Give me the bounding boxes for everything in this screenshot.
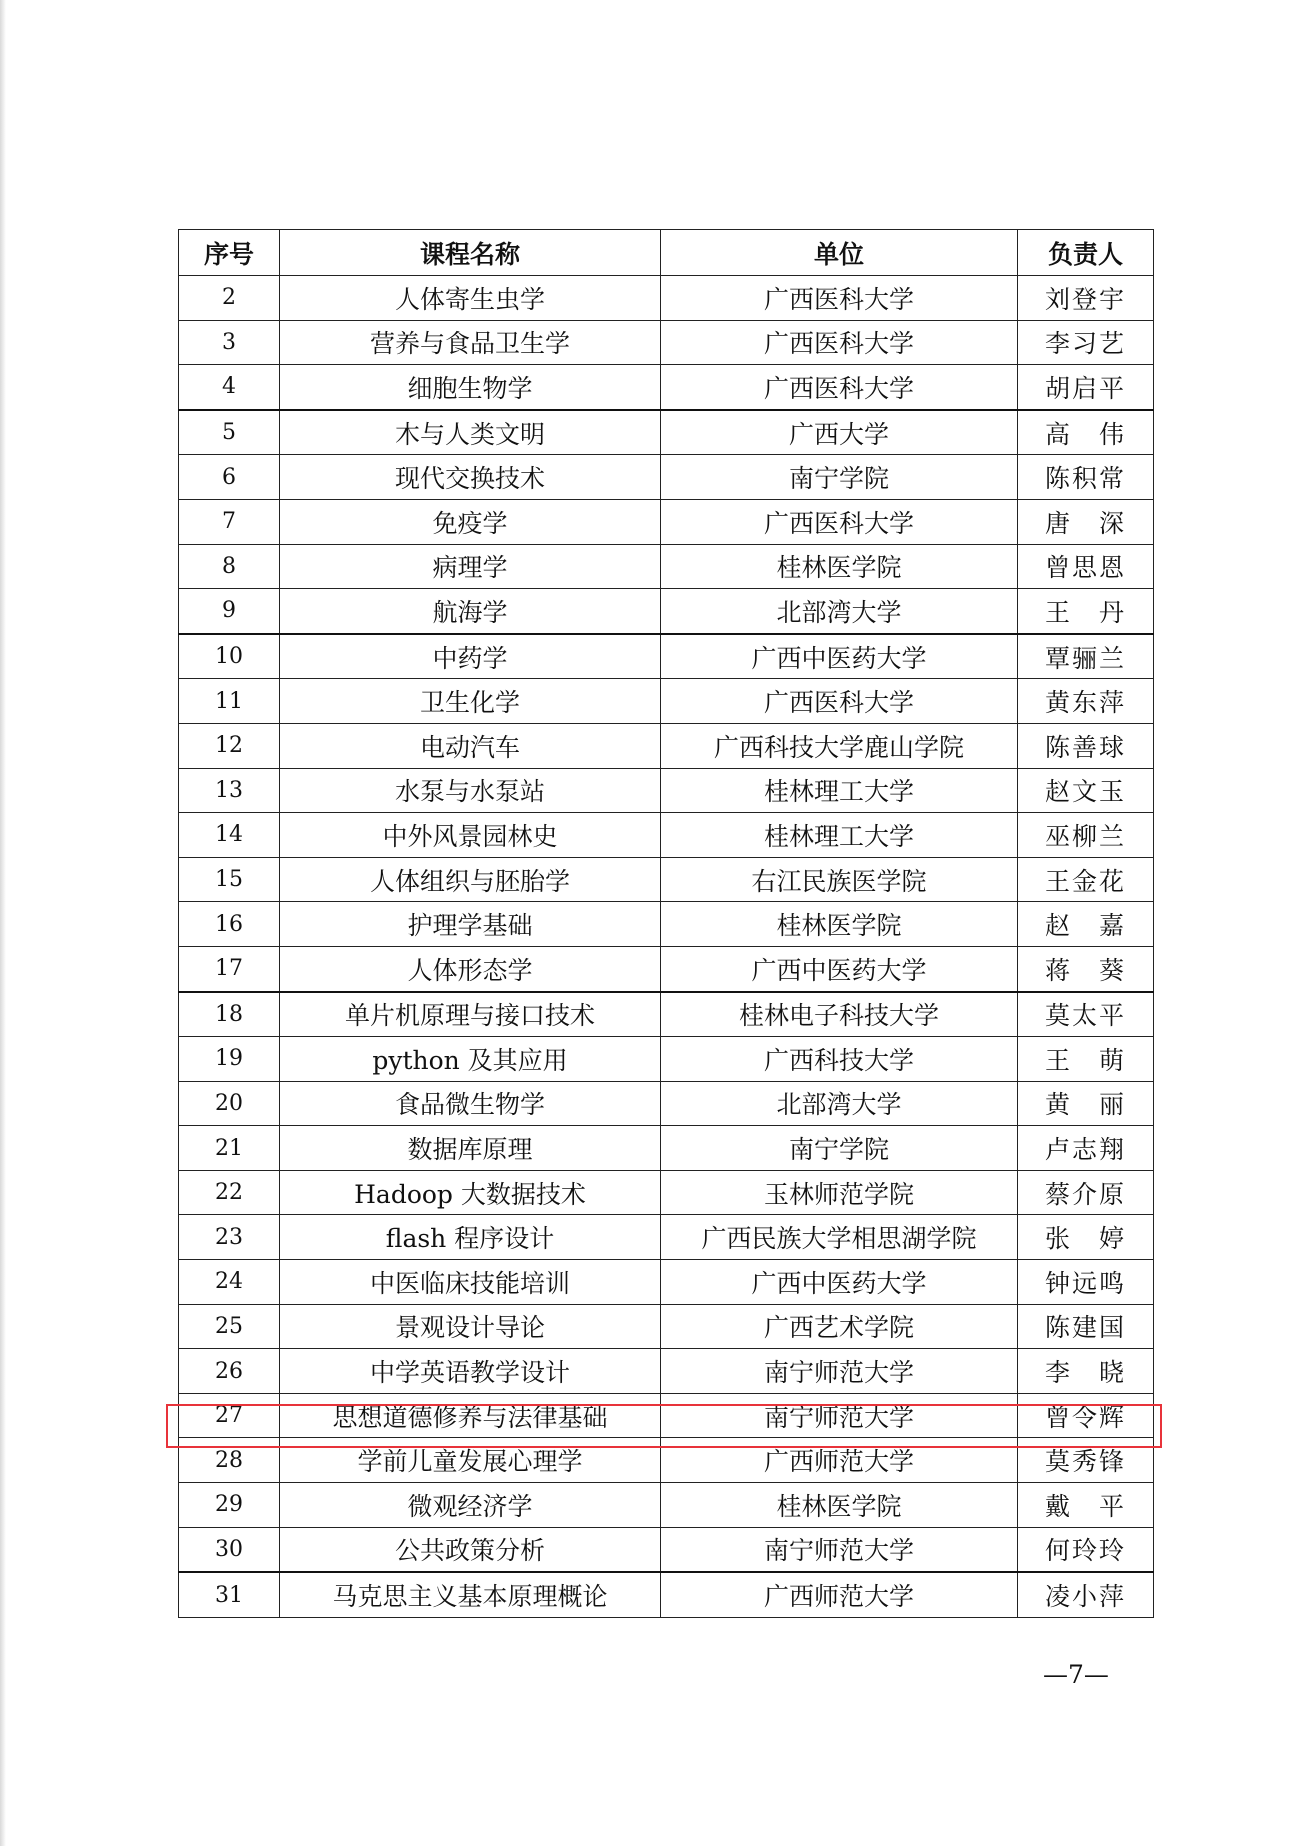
cell-seq: 6 <box>179 455 280 500</box>
cell-seq: 13 <box>179 768 280 813</box>
cell-person: 王金花 <box>1018 857 1154 902</box>
table-row <box>179 1260 1154 1305</box>
table-row <box>179 589 1154 634</box>
cell-unit: 玉林师范学院 <box>661 1170 1018 1215</box>
cell-course: 护理学基础 <box>280 902 661 947</box>
cell-course: 免疫学 <box>280 499 661 544</box>
cell-person: 李 晓 <box>1018 1349 1154 1394</box>
cell-course: 人体组织与胚胎学 <box>280 857 661 902</box>
cell-course: 水泵与水泵站 <box>280 768 661 813</box>
header-course: 课程名称 <box>280 230 661 276</box>
cell-person: 黄东萍 <box>1018 679 1154 724</box>
cell-seq: 27 <box>179 1393 280 1438</box>
table-row <box>179 1126 1154 1171</box>
cell-course: 航海学 <box>280 589 661 634</box>
table-row <box>179 1349 1154 1394</box>
cell-course: flash 程序设计 <box>280 1215 661 1260</box>
cell-seq: 9 <box>179 589 280 634</box>
cell-person: 陈善球 <box>1018 723 1154 768</box>
cell-course: 公共政策分析 <box>280 1527 661 1572</box>
table-row <box>179 946 1154 991</box>
table-row <box>179 768 1154 813</box>
cell-seq: 3 <box>179 320 280 365</box>
header-unit: 单位 <box>661 230 1018 276</box>
cell-unit: 广西师范大学 <box>661 1438 1018 1483</box>
cell-unit: 北部湾大学 <box>661 589 1018 634</box>
page-number: —7— <box>1043 1660 1109 1689</box>
cell-person: 莫太平 <box>1018 992 1154 1037</box>
cell-course: 电动汽车 <box>280 723 661 768</box>
table-row <box>179 1037 1154 1082</box>
cell-unit: 广西医科大学 <box>661 320 1018 365</box>
cell-unit: 广西艺术学院 <box>661 1304 1018 1349</box>
cell-person: 高 伟 <box>1018 410 1154 455</box>
cell-unit: 广西民族大学相思湖学院 <box>661 1215 1018 1260</box>
cell-seq: 5 <box>179 410 280 455</box>
table-row <box>179 813 1154 858</box>
table-row <box>179 1572 1154 1617</box>
cell-course: 中外风景园林史 <box>280 813 661 858</box>
cell-course: 中学英语教学设计 <box>280 1349 661 1394</box>
cell-course: 人体形态学 <box>280 946 661 991</box>
cell-seq: 14 <box>179 813 280 858</box>
cell-person: 卢志翔 <box>1018 1126 1154 1171</box>
highlight-box <box>166 1404 1162 1448</box>
cell-course: 微观经济学 <box>280 1483 661 1528</box>
cell-course: 马克思主义基本原理概论 <box>280 1572 661 1617</box>
cell-unit: 南宁师范大学 <box>661 1393 1018 1438</box>
cell-person: 曾思恩 <box>1018 544 1154 589</box>
header-seq: 序号 <box>179 230 280 276</box>
cell-unit: 桂林理工大学 <box>661 768 1018 813</box>
cell-course: 病理学 <box>280 544 661 589</box>
table-row <box>179 992 1154 1037</box>
cell-person: 王 萌 <box>1018 1037 1154 1082</box>
table-row <box>179 1304 1154 1349</box>
cell-person: 唐 深 <box>1018 499 1154 544</box>
cell-unit: 广西科技大学鹿山学院 <box>661 723 1018 768</box>
cell-seq: 8 <box>179 544 280 589</box>
cell-seq: 4 <box>179 365 280 410</box>
cell-person: 凌小萍 <box>1018 1572 1154 1617</box>
table-row <box>179 499 1154 544</box>
cell-course: 细胞生物学 <box>280 365 661 410</box>
cell-course: 食品微生物学 <box>280 1081 661 1126</box>
header-person: 负责人 <box>1018 230 1154 276</box>
cell-person: 刘登宇 <box>1018 276 1154 321</box>
cell-unit: 广西医科大学 <box>661 276 1018 321</box>
cell-seq: 22 <box>179 1170 280 1215</box>
cell-unit: 广西师范大学 <box>661 1572 1018 1617</box>
cell-course: 思想道德修养与法律基础 <box>280 1393 661 1438</box>
cell-seq: 19 <box>179 1037 280 1082</box>
cell-seq: 15 <box>179 857 280 902</box>
cell-seq: 11 <box>179 679 280 724</box>
cell-seq: 16 <box>179 902 280 947</box>
cell-person: 陈积常 <box>1018 455 1154 500</box>
cell-person: 何玲玲 <box>1018 1527 1154 1572</box>
table-row <box>179 1170 1154 1215</box>
cell-course: python 及其应用 <box>280 1037 661 1082</box>
table-row <box>179 1215 1154 1260</box>
cell-unit: 广西医科大学 <box>661 679 1018 724</box>
cell-person: 曾令辉 <box>1018 1393 1154 1438</box>
cell-person: 王 丹 <box>1018 589 1154 634</box>
table-row <box>179 365 1154 410</box>
cell-person: 钟远鸣 <box>1018 1260 1154 1305</box>
cell-person: 黄 丽 <box>1018 1081 1154 1126</box>
cell-unit: 桂林医学院 <box>661 544 1018 589</box>
cell-seq: 24 <box>179 1260 280 1305</box>
cell-course: 人体寄生虫学 <box>280 276 661 321</box>
table-row <box>179 857 1154 902</box>
cell-unit: 广西大学 <box>661 410 1018 455</box>
cell-course: 中药学 <box>280 634 661 679</box>
cell-course: 中医临床技能培训 <box>280 1260 661 1305</box>
cell-course: 营养与食品卫生学 <box>280 320 661 365</box>
cell-seq: 25 <box>179 1304 280 1349</box>
cell-unit: 桂林理工大学 <box>661 813 1018 858</box>
cell-course: 木与人类文明 <box>280 410 661 455</box>
table-row <box>179 723 1154 768</box>
cell-seq: 18 <box>179 992 280 1037</box>
cell-seq: 2 <box>179 276 280 321</box>
cell-unit: 南宁学院 <box>661 1126 1018 1171</box>
table-row <box>179 276 1154 321</box>
cell-course: Hadoop 大数据技术 <box>280 1170 661 1215</box>
cell-seq: 26 <box>179 1349 280 1394</box>
cell-unit: 桂林医学院 <box>661 902 1018 947</box>
cell-course: 单片机原理与接口技术 <box>280 992 661 1037</box>
cell-unit: 南宁师范大学 <box>661 1349 1018 1394</box>
cell-person: 戴 平 <box>1018 1483 1154 1528</box>
cell-seq: 20 <box>179 1081 280 1126</box>
table-row <box>179 410 1154 455</box>
table-header-row <box>179 230 1154 276</box>
cell-person: 赵文玉 <box>1018 768 1154 813</box>
page-edge-shadow <box>0 0 6 1846</box>
cell-course: 现代交换技术 <box>280 455 661 500</box>
table-row <box>179 320 1154 365</box>
cell-seq: 23 <box>179 1215 280 1260</box>
cell-unit: 南宁学院 <box>661 455 1018 500</box>
cell-seq: 17 <box>179 946 280 991</box>
cell-seq: 10 <box>179 634 280 679</box>
table-row <box>179 679 1154 724</box>
cell-unit: 右江民族医学院 <box>661 857 1018 902</box>
cell-unit: 北部湾大学 <box>661 1081 1018 1126</box>
cell-unit: 广西科技大学 <box>661 1037 1018 1082</box>
cell-seq: 21 <box>179 1126 280 1171</box>
cell-course: 景观设计导论 <box>280 1304 661 1349</box>
cell-person: 张 婷 <box>1018 1215 1154 1260</box>
table-row <box>179 1527 1154 1572</box>
cell-course: 卫生化学 <box>280 679 661 724</box>
cell-person: 莫秀锋 <box>1018 1438 1154 1483</box>
cell-unit: 广西医科大学 <box>661 365 1018 410</box>
cell-seq: 29 <box>179 1483 280 1528</box>
cell-seq: 31 <box>179 1572 280 1617</box>
cell-person: 赵 嘉 <box>1018 902 1154 947</box>
table-row <box>179 1081 1154 1126</box>
cell-person: 蒋 葵 <box>1018 946 1154 991</box>
table-row <box>179 544 1154 589</box>
cell-person: 胡启平 <box>1018 365 1154 410</box>
table-row <box>179 1483 1154 1528</box>
cell-person: 李习艺 <box>1018 320 1154 365</box>
table-row <box>179 902 1154 947</box>
table-row <box>179 455 1154 500</box>
cell-person: 覃骊兰 <box>1018 634 1154 679</box>
cell-unit: 广西中医药大学 <box>661 1260 1018 1305</box>
cell-seq: 30 <box>179 1527 280 1572</box>
cell-course: 学前儿童发展心理学 <box>280 1438 661 1483</box>
cell-unit: 南宁师范大学 <box>661 1527 1018 1572</box>
cell-person: 陈建国 <box>1018 1304 1154 1349</box>
table-row <box>179 634 1154 679</box>
cell-person: 巫柳兰 <box>1018 813 1154 858</box>
cell-seq: 28 <box>179 1438 280 1483</box>
cell-unit: 广西中医药大学 <box>661 946 1018 991</box>
cell-seq: 12 <box>179 723 280 768</box>
cell-seq: 7 <box>179 499 280 544</box>
cell-course: 数据库原理 <box>280 1126 661 1171</box>
cell-unit: 桂林医学院 <box>661 1483 1018 1528</box>
cell-unit: 广西中医药大学 <box>661 634 1018 679</box>
cell-person: 蔡介原 <box>1018 1170 1154 1215</box>
cell-unit: 桂林电子科技大学 <box>661 992 1018 1037</box>
cell-unit: 广西医科大学 <box>661 499 1018 544</box>
